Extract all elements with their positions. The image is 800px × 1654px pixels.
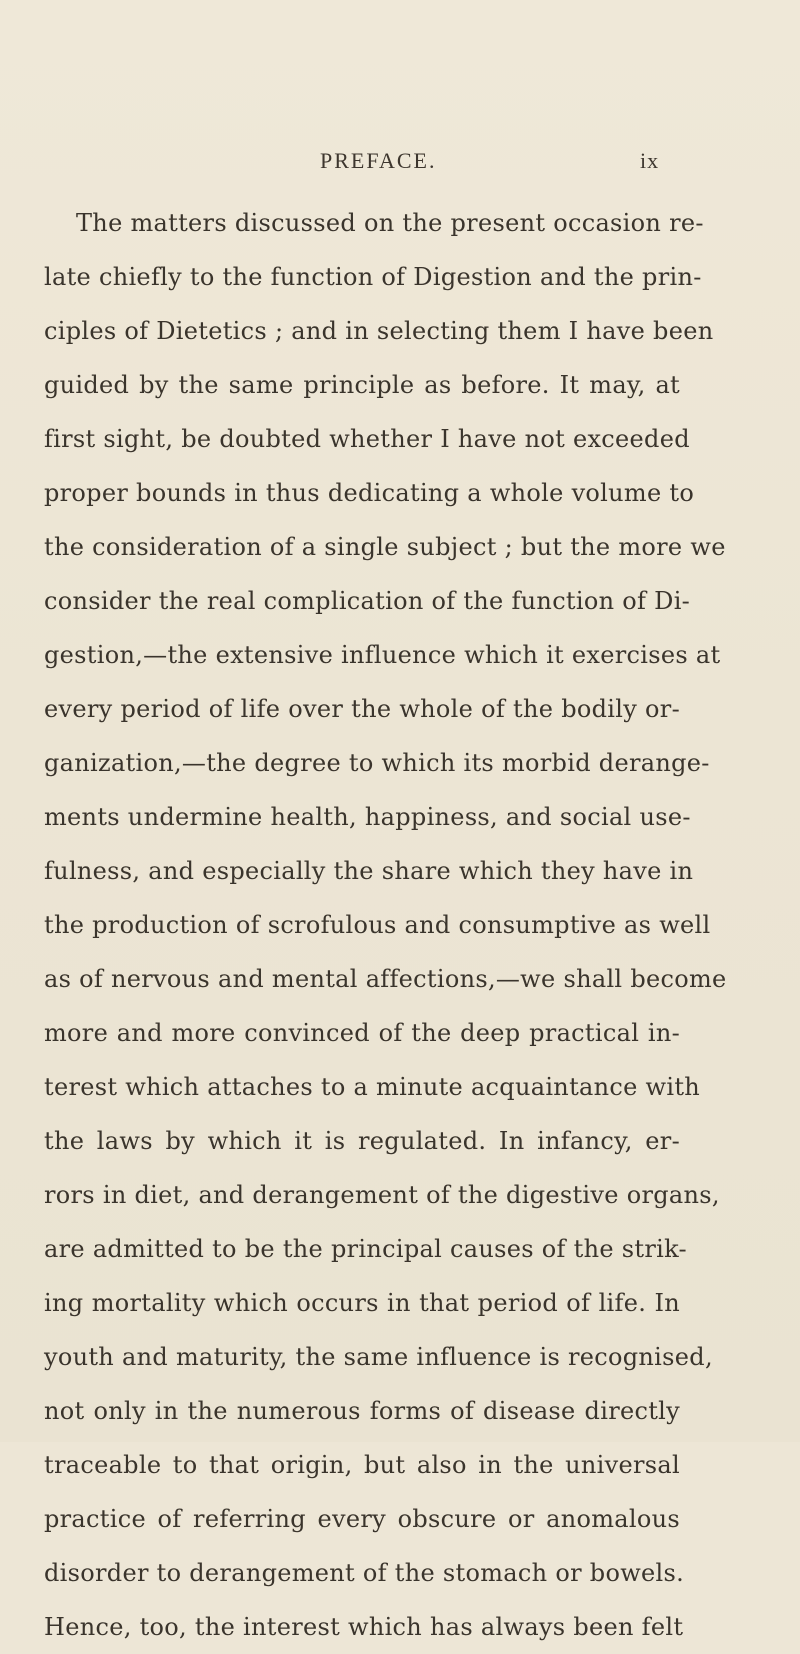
text-line: practice of referring every obscure or anomalous <box>44 1505 680 1533</box>
text-line: The matters discussed on the present occasion re- <box>76 209 704 237</box>
text-line: the production of scrofulous and consumptive as well <box>44 911 711 939</box>
running-header <box>0 148 800 178</box>
text-line: ing mortality which occurs in that period of life. In <box>44 1289 680 1317</box>
text-line: late chiefly to the function of Digestion and the prin- <box>44 263 702 291</box>
text-line: more and more convinced of the deep practical in- <box>44 1019 680 1047</box>
text-line: proper bounds in thus dedicating a whole volume to <box>44 479 695 507</box>
text-line: as of nervous and mental affections,—we shall become <box>44 965 727 993</box>
text-line: disorder to derangement of the stomach or bowels. <box>44 1559 685 1587</box>
text-line: terest which attaches to a minute acquaintance with <box>44 1073 701 1101</box>
text-line: traceable to that origin, but also in the universal <box>44 1451 680 1479</box>
text-line: every period of life over the whole of the bodily or- <box>44 695 680 723</box>
text-line: Hence, too, the interest which has always been felt <box>44 1613 684 1641</box>
text-line: ganization,—the degree to which its morbid derange- <box>44 749 710 777</box>
text-line: youth and maturity, the same influence is recognised, <box>44 1343 713 1371</box>
text-line: consider the real complication of the function of Di- <box>44 587 691 615</box>
text-line: ciples of Dietetics ; and in selecting them I have been <box>44 317 714 345</box>
body-text <box>44 196 727 1654</box>
text-line: ments undermine health, happiness, and social use- <box>44 803 691 831</box>
text-line: the laws by which it is regulated. In infancy, er- <box>44 1127 680 1155</box>
text-line: are admitted to be the principal causes of the strik- <box>44 1235 687 1263</box>
text-line: fulness, and especially the share which they have in <box>44 857 694 885</box>
text-line: the consideration of a single subject ; but the more we <box>44 533 726 561</box>
page-number: ix <box>640 148 660 173</box>
text-line: not only in the numerous forms of disease directly <box>44 1397 680 1425</box>
running-title: PREFACE. <box>320 148 437 173</box>
text-line: gestion,—the extensive influence which it exercises at <box>44 641 721 669</box>
text-line: guided by the same principle as before. It may, at <box>44 371 680 399</box>
text-line: first sight, be doubted whether I have not exceeded <box>44 425 690 453</box>
text-line: rors in diet, and derangement of the digestive organs, <box>44 1181 720 1209</box>
